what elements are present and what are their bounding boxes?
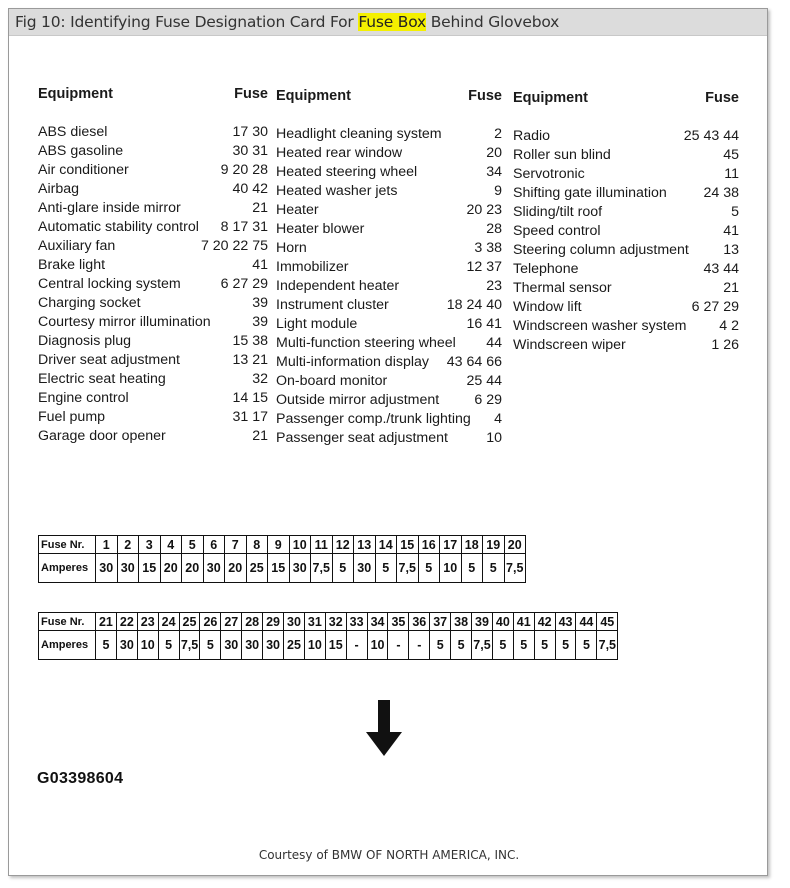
equipment-row: [513, 261, 739, 280]
equipment-name: Outside mirror adjustment: [276, 392, 440, 408]
equipment-name: Passenger comp./trunk lighting: [276, 411, 471, 427]
fuse-number-cell: 44: [576, 613, 597, 631]
equipment-name: Fuel pump: [38, 409, 106, 425]
equipment-list: [38, 124, 268, 447]
equipment-row: [276, 126, 502, 145]
fuse-numbers: 12 37: [466, 259, 502, 275]
equipment-column-1: [38, 86, 268, 456]
fuse-number-cell: 12: [332, 536, 354, 554]
amperes-cell: 5: [513, 631, 534, 660]
fuse-number-cell: 27: [221, 613, 242, 631]
fuse-number-cell: 35: [388, 613, 409, 631]
fuse-number-cell: 23: [137, 613, 158, 631]
fuse-number-cell: 45: [597, 613, 618, 631]
fuse-numbers: 43 44: [703, 261, 739, 277]
amperes-cell: 15: [268, 554, 290, 583]
title-prefix: Fig 10: Identifying Fuse Designation Card For: [15, 13, 359, 31]
amperes-row: [39, 631, 618, 660]
fuse-nr-label: Fuse Nr.: [39, 536, 96, 554]
equipment-row: [513, 223, 739, 242]
fuse-number-cell: 2: [117, 536, 139, 554]
amperes-cell: 30: [242, 631, 263, 660]
amperes-cell: 15: [139, 554, 161, 583]
fuse-numbers: 6 27 29: [220, 276, 268, 292]
fuse-number-cell: 29: [263, 613, 284, 631]
equipment-header: Equipment: [276, 88, 351, 104]
fuse-number-cell: 31: [304, 613, 325, 631]
fuse-numbers: 32: [252, 371, 268, 387]
fuse-number-cell: 38: [451, 613, 472, 631]
amperes-cell: 7,5: [311, 554, 333, 583]
figure-code: G03398604: [37, 770, 124, 787]
equipment-name: Instrument cluster: [276, 297, 389, 313]
equipment-row: [513, 185, 739, 204]
fuse-numbers: 11: [724, 166, 739, 182]
equipment-row: [38, 200, 268, 219]
equipment-name: ABS diesel: [38, 124, 108, 140]
column-header: [513, 90, 739, 110]
equipment-name: Heated rear window: [276, 145, 403, 161]
equipment-row: [38, 143, 268, 162]
amperes-cell: 10: [367, 631, 388, 660]
fuse-numbers: 45: [723, 147, 739, 163]
equipment-row: [276, 259, 502, 278]
fuse-numbers: 6 29: [474, 392, 502, 408]
equipment-row: [276, 430, 502, 449]
fuse-numbers: 13: [723, 242, 739, 258]
amperes-cell: 30: [289, 554, 311, 583]
equipment-row: [38, 409, 268, 428]
amperes-cell: 7,5: [472, 631, 493, 660]
fuse-number-cell: 33: [346, 613, 367, 631]
fuse-numbers: 4: [494, 411, 502, 427]
fuse-numbers: 28: [486, 221, 502, 237]
equipment-name: Electric seat heating: [38, 371, 166, 387]
fuse-number-cell: 25: [179, 613, 200, 631]
fuse-amperes-table-2: [38, 612, 618, 660]
equipment-name: Windscreen wiper: [513, 337, 626, 353]
equipment-row: [276, 354, 502, 373]
equipment-name: Sliding/tilt roof: [513, 204, 603, 220]
fuse-number-cell: 34: [367, 613, 388, 631]
fuse-numbers: 31 17: [232, 409, 268, 425]
equipment-list: [513, 128, 739, 356]
equipment-name: On-board monitor: [276, 373, 388, 389]
equipment-row: [513, 318, 739, 337]
fuse-numbers: 10: [486, 430, 502, 446]
amperes-cell: 5: [96, 631, 117, 660]
amperes-cell: 5: [534, 631, 555, 660]
equipment-row: [513, 299, 739, 318]
amperes-cell: 5: [200, 631, 221, 660]
fuse-numbers: 21: [723, 280, 739, 296]
amperes-cell: 30: [221, 631, 242, 660]
fuse-numbers: 1 26: [711, 337, 739, 353]
equipment-name: Thermal sensor: [513, 280, 612, 296]
fuse-numbers: 24 38: [703, 185, 739, 201]
fuse-numbers: 39: [252, 295, 268, 311]
fuse-numbers: 43 64 66: [446, 354, 502, 370]
amperes-cell: 25: [246, 554, 268, 583]
fuse-numbers: 18 24 40: [446, 297, 502, 313]
fuse-number-cell: 4: [160, 536, 182, 554]
equipment-name: Horn: [276, 240, 307, 256]
equipment-name: Driver seat adjustment: [38, 352, 180, 368]
title-suffix: Behind Glovebox: [426, 13, 560, 31]
fuse-numbers: 44: [486, 335, 502, 351]
equipment-row: [276, 240, 502, 259]
amperes-cell: 20: [225, 554, 247, 583]
fuse-numbers: 4 2: [719, 318, 739, 334]
equipment-row: [513, 147, 739, 166]
fuse-number-cell: 42: [534, 613, 555, 631]
amperes-cell: 15: [325, 631, 346, 660]
equipment-row: [276, 297, 502, 316]
fuse-number-cell: 21: [96, 613, 117, 631]
amperes-cell: 7,5: [597, 631, 618, 660]
fuse-numbers: 40 42: [232, 181, 268, 197]
fuse-number-cell: 24: [158, 613, 179, 631]
equipment-row: [38, 314, 268, 333]
equipment-name: Automatic stability control: [38, 219, 199, 235]
fuse-numbers: 9: [494, 183, 502, 199]
equipment-name: Airbag: [38, 181, 80, 197]
amperes-cell: 10: [304, 631, 325, 660]
equipment-name: Radio: [513, 128, 551, 144]
fuse-amperes-table-1: [38, 535, 526, 583]
amperes-cell: 20: [160, 554, 182, 583]
fuse-number-cell: 37: [430, 613, 451, 631]
equipment-name: Charging socket: [38, 295, 141, 311]
amperes-row: [39, 554, 526, 583]
amperes-cell: 30: [117, 554, 139, 583]
equipment-row: [276, 316, 502, 335]
equipment-row: [276, 145, 502, 164]
fuse-nr-label: Fuse Nr.: [39, 613, 96, 631]
credit-line: Courtesy of BMW OF NORTH AMERICA, INC.: [258, 848, 520, 862]
fuse-number-cell: 18: [461, 536, 483, 554]
fuse-numbers: 5: [731, 204, 739, 220]
equipment-row: [276, 202, 502, 221]
equipment-row: [276, 373, 502, 392]
amperes-cell: 30: [203, 554, 225, 583]
amperes-cell: 10: [137, 631, 158, 660]
equipment-row: [38, 390, 268, 409]
equipment-column-3: [513, 90, 739, 370]
fuse-numbers: 39: [252, 314, 268, 330]
amperes-cell: 5: [576, 631, 597, 660]
column-header: [276, 88, 502, 108]
amperes-cell: 30: [116, 631, 137, 660]
amperes-cell: 30: [263, 631, 284, 660]
fuse-numbers: 14 15: [232, 390, 268, 406]
equipment-name: Independent heater: [276, 278, 400, 294]
equipment-name: Roller sun blind: [513, 147, 611, 163]
fuse-numbers: 20: [486, 145, 502, 161]
fuse-numbers: 41: [723, 223, 739, 239]
fuse-numbers: 2: [494, 126, 502, 142]
fuse-numbers: 16 41: [466, 316, 502, 332]
fuse-number-cell: 16: [418, 536, 440, 554]
fuse-number-cell: 11: [311, 536, 333, 554]
equipment-row: [38, 162, 268, 181]
equipment-row: [38, 124, 268, 143]
amperes-cell: -: [409, 631, 430, 660]
equipment-row: [38, 276, 268, 295]
amperes-cell: 25: [284, 631, 305, 660]
fuse-number-cell: 26: [200, 613, 221, 631]
amperes-label: Amperes: [39, 554, 96, 583]
equipment-name: Speed control: [513, 223, 601, 239]
equipment-row: [38, 238, 268, 257]
fuse-numbers: 13 21: [232, 352, 268, 368]
equipment-name: Steering column adjustment: [513, 242, 689, 258]
equipment-row: [513, 337, 739, 356]
amperes-cell: 5: [461, 554, 483, 583]
fuse-header: Fuse: [468, 88, 502, 104]
title-bar: [9, 9, 767, 36]
fuse-number-cell: 22: [116, 613, 137, 631]
equipment-row: [276, 392, 502, 411]
fuse-number-cell: 41: [513, 613, 534, 631]
equipment-row: [276, 221, 502, 240]
equipment-row: [276, 335, 502, 354]
fuse-number-row: [39, 536, 526, 554]
equipment-name: Air conditioner: [38, 162, 129, 178]
amperes-cell: 5: [332, 554, 354, 583]
equipment-name: Headlight cleaning system: [276, 126, 442, 142]
equipment-name: Servotronic: [513, 166, 585, 182]
amperes-cell: -: [346, 631, 367, 660]
equipment-row: [513, 204, 739, 223]
fuse-numbers: 6 27 29: [691, 299, 739, 315]
equipment-name: Light module: [276, 316, 358, 332]
fuse-number-cell: 9: [268, 536, 290, 554]
equipment-row: [513, 242, 739, 261]
fuse-numbers: 21: [252, 200, 268, 216]
fuse-numbers: 9 20 28: [220, 162, 268, 178]
equipment-name: ABS gasoline: [38, 143, 124, 159]
title-highlight: Fuse Box: [358, 13, 426, 31]
amperes-cell: 10: [440, 554, 462, 583]
amperes-cell: 7,5: [397, 554, 419, 583]
equipment-name: Immobilizer: [276, 259, 349, 275]
equipment-row: [276, 183, 502, 202]
fuse-number-cell: 14: [375, 536, 397, 554]
fuse-numbers: 25 43 44: [683, 128, 739, 144]
fuse-numbers: 8 17 31: [220, 219, 268, 235]
fuse-numbers: 21: [252, 428, 268, 444]
fuse-number-row: [39, 613, 618, 631]
equipment-row: [276, 411, 502, 430]
amperes-cell: -: [388, 631, 409, 660]
equipment-row: [38, 371, 268, 390]
fuse-numbers: 23: [486, 278, 502, 294]
amperes-label: Amperes: [39, 631, 96, 660]
amperes-cell: 5: [492, 631, 513, 660]
fuse-header: Fuse: [705, 90, 739, 106]
equipment-header: Equipment: [38, 86, 113, 102]
fuse-number-cell: 15: [397, 536, 419, 554]
equipment-name: Heated washer jets: [276, 183, 398, 199]
equipment-name: Window lift: [513, 299, 582, 315]
down-arrow-icon: [366, 700, 402, 756]
amperes-cell: 5: [483, 554, 505, 583]
equipment-name: Garage door opener: [38, 428, 166, 444]
fuse-numbers: 41: [252, 257, 268, 273]
fuse-numbers: 3 38: [474, 240, 502, 256]
equipment-header: Equipment: [513, 90, 588, 106]
figure-title: [15, 13, 559, 31]
fuse-number-cell: 28: [242, 613, 263, 631]
fuse-number-cell: 36: [409, 613, 430, 631]
fuse-number-cell: 8: [246, 536, 268, 554]
equipment-row: [513, 280, 739, 299]
fuse-header: Fuse: [234, 86, 268, 102]
equipment-name: Windscreen washer system: [513, 318, 687, 334]
amperes-cell: 30: [96, 554, 118, 583]
fuse-number-cell: 7: [225, 536, 247, 554]
fuse-numbers: 7 20 22 75: [200, 238, 268, 254]
amperes-cell: 5: [418, 554, 440, 583]
equipment-name: Central locking system: [38, 276, 181, 292]
equipment-list: [276, 126, 502, 449]
fuse-numbers: 20 23: [466, 202, 502, 218]
equipment-name: Heated steering wheel: [276, 164, 418, 180]
equipment-row: [513, 128, 739, 147]
equipment-name: Engine control: [38, 390, 129, 406]
fuse-number-cell: 30: [284, 613, 305, 631]
fuse-number-cell: 43: [555, 613, 576, 631]
equipment-row: [38, 219, 268, 238]
equipment-name: Courtesy mirror illumination: [38, 314, 211, 330]
fuse-numbers: 15 38: [232, 333, 268, 349]
amperes-cell: 5: [451, 631, 472, 660]
amperes-cell: 5: [158, 631, 179, 660]
amperes-cell: 5: [375, 554, 397, 583]
fuse-numbers: 34: [486, 164, 502, 180]
fuse-number-cell: 20: [504, 536, 526, 554]
equipment-row: [38, 181, 268, 200]
fuse-number-cell: 6: [203, 536, 225, 554]
fuse-number-cell: 32: [325, 613, 346, 631]
column-header: [38, 86, 268, 106]
equipment-row: [276, 164, 502, 183]
equipment-row: [38, 428, 268, 447]
equipment-name: Anti-glare inside mirror: [38, 200, 181, 216]
equipment-name: Multi-function steering wheel: [276, 335, 456, 351]
amperes-cell: 5: [430, 631, 451, 660]
fuse-number-cell: 5: [182, 536, 204, 554]
amperes-cell: 7,5: [179, 631, 200, 660]
amperes-cell: 5: [555, 631, 576, 660]
equipment-name: Telephone: [513, 261, 579, 277]
equipment-row: [38, 333, 268, 352]
fuse-number-cell: 1: [96, 536, 118, 554]
equipment-row: [38, 352, 268, 371]
fuse-number-cell: 39: [472, 613, 493, 631]
fuse-number-cell: 40: [492, 613, 513, 631]
amperes-cell: 20: [182, 554, 204, 583]
equipment-column-2: [276, 88, 502, 458]
equipment-name: Diagnosis plug: [38, 333, 132, 349]
amperes-cell: 7,5: [504, 554, 526, 583]
fuse-number-cell: 17: [440, 536, 462, 554]
equipment-name: Brake light: [38, 257, 106, 273]
fuse-numbers: 17 30: [232, 124, 268, 140]
equipment-name: Heater: [276, 202, 319, 218]
equipment-row: [513, 166, 739, 185]
equipment-name: Shifting gate illumination: [513, 185, 667, 201]
fuse-number-cell: 10: [289, 536, 311, 554]
fuse-number-cell: 19: [483, 536, 505, 554]
equipment-name: Auxiliary fan: [38, 238, 116, 254]
fuse-numbers: 25 44: [466, 373, 502, 389]
fuse-number-cell: 3: [139, 536, 161, 554]
fuse-numbers: 30 31: [232, 143, 268, 159]
equipment-row: [276, 278, 502, 297]
equipment-name: Passenger seat adjustment: [276, 430, 448, 446]
equipment-name: Heater blower: [276, 221, 365, 237]
equipment-row: [38, 295, 268, 314]
fuse-number-cell: 13: [354, 536, 376, 554]
equipment-row: [38, 257, 268, 276]
amperes-cell: 30: [354, 554, 376, 583]
equipment-name: Multi-information display: [276, 354, 429, 370]
